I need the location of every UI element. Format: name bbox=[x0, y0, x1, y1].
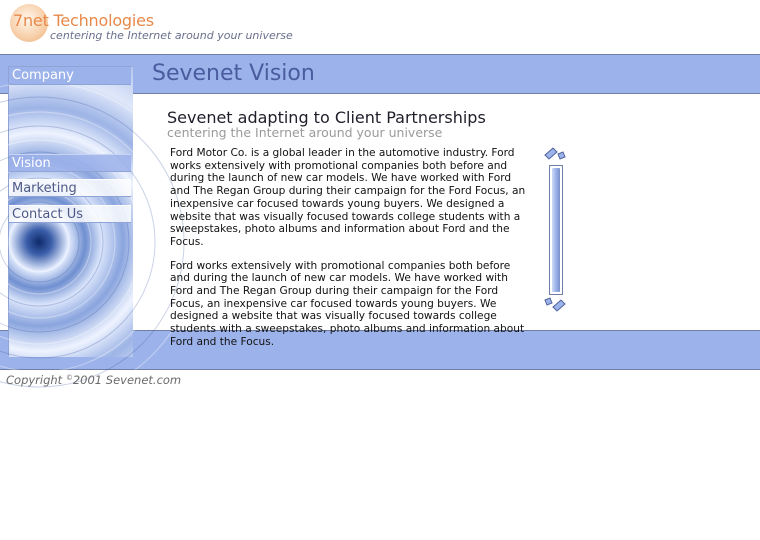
sidebar-item-marketing[interactable]: Marketing bbox=[9, 179, 131, 197]
scrollbar-track[interactable] bbox=[549, 165, 563, 295]
logo-tagline: centering the Internet around your universe bbox=[50, 29, 293, 42]
copyright-text: 2001 Sevenet.com bbox=[72, 373, 182, 387]
copyright bbox=[6, 373, 181, 387]
sidebar-item-vision[interactable]: Vision bbox=[9, 154, 131, 172]
content-subheading: centering the Internet around your universe bbox=[167, 125, 443, 140]
article-text-area bbox=[170, 147, 532, 348]
page-title: Sevenet Vision bbox=[152, 61, 315, 86]
scroll-down-arrow-icon[interactable] bbox=[543, 296, 569, 314]
logo-name: 7net Technologies bbox=[13, 11, 154, 30]
copyright-prefix: Copyright bbox=[6, 373, 66, 387]
copyright-symbol: © bbox=[65, 374, 73, 382]
article-paragraph: Ford works extensively with promotional companies both before and during the launch of new car models. We have worked with Ford and The Regan Group during their campaign for the Ford Focus, an inexpensive car focused towards young buyers. We designed a website that was visually focused towards college students with a sweepstakes, photo albums and information about Ford and the Focus. bbox=[170, 259, 525, 348]
scroll-up-arrow-icon[interactable] bbox=[543, 146, 569, 164]
sidebar bbox=[8, 66, 132, 356]
content-heading: Sevenet adapting to Client Partnerships bbox=[167, 108, 486, 127]
scrollbar-thumb[interactable] bbox=[552, 168, 560, 292]
article-paragraph: Ford Motor Co. is a global leader in the automotive industry. Ford works extensively with promotional companies both before and during the launch of new car models. We have worked with Ford and The Regan Group during their campaign for the Ford Focus, an inexpensive car focused towards young buyers. We designed a website that was visually focused towards college students with a sweepstakes, photo albums and information about Ford and the Focus. bbox=[170, 147, 526, 248]
sidebar-item-company[interactable]: Company bbox=[9, 67, 131, 85]
sidebar-item-contact-us[interactable]: Contact Us bbox=[9, 205, 131, 223]
logo[interactable] bbox=[8, 4, 308, 48]
